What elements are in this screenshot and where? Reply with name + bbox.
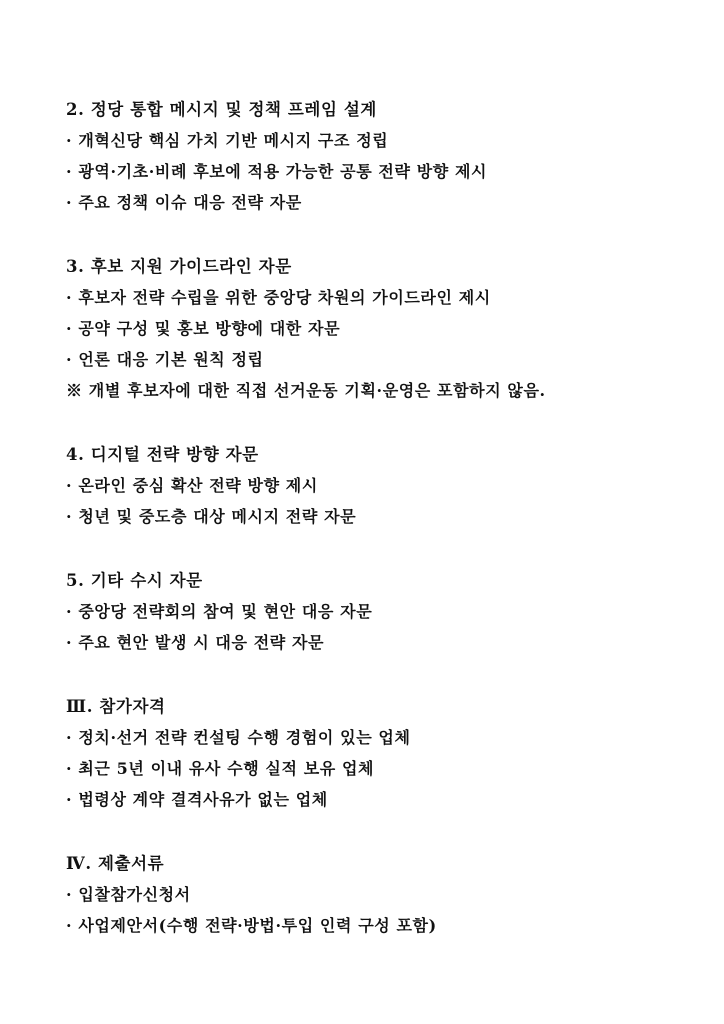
- section-submission-documents: [66, 848, 686, 941]
- document-body: [66, 94, 686, 974]
- section-heading: 2. 정당 통합 메시지 및 정책 프레임 설계: [66, 100, 377, 119]
- section-heading: 5. 기타 수시 자문: [66, 571, 203, 590]
- list-item: · 개혁신당 핵심 가치 기반 메시지 구조 정립: [66, 131, 389, 150]
- list-item: · 주요 정책 이슈 대응 전략 자문: [66, 193, 302, 212]
- list-item: · 주요 현안 발생 시 대응 전략 자문: [66, 633, 325, 652]
- list-item: · 최근 5년 이내 유사 수행 실적 보유 업체: [66, 759, 375, 778]
- list-item: · 정치·선거 전략 컨설팅 수행 경험이 있는 업체: [66, 728, 411, 747]
- list-item: · 후보자 전략 수립을 위한 중앙당 차원의 가이드라인 제시: [66, 288, 491, 307]
- section-message-policy-frame: [66, 94, 686, 218]
- section-eligibility: [66, 691, 686, 815]
- section-ad-hoc-advisory: [66, 565, 686, 658]
- list-item: · 언론 대응 기본 원칙 정립: [66, 350, 264, 369]
- list-item: · 공약 구성 및 홍보 방향에 대한 자문: [66, 319, 341, 338]
- list-item: · 법령상 계약 결격사유가 없는 업체: [66, 790, 328, 809]
- list-item: · 청년 및 중도층 대상 메시지 전략 자문: [66, 507, 357, 526]
- section-digital-strategy: [66, 439, 686, 532]
- section-candidate-guideline: [66, 251, 686, 406]
- section-heading: Ⅳ. 제출서류: [66, 854, 165, 873]
- list-item: · 온라인 중심 확산 전략 방향 제시: [66, 476, 318, 495]
- section-heading: Ⅲ. 참가자격: [66, 697, 166, 716]
- section-heading: 3. 후보 지원 가이드라인 자문: [66, 257, 292, 276]
- exclusion-note: ※ 개별 후보자에 대한 직접 선거운동 기획·운영은 포함하지 않음.: [66, 381, 546, 400]
- list-item: · 입찰참가신청서: [66, 885, 191, 904]
- list-item: · 광역·기초·비례 후보에 적용 가능한 공통 전략 방향 제시: [66, 162, 488, 181]
- section-heading: 4. 디지털 전략 방향 자문: [66, 445, 259, 464]
- list-item: · 사업제안서(수행 전략·방법·투입 인력 구성 포함): [66, 916, 437, 935]
- list-item: · 중앙당 전략회의 참여 및 현안 대응 자문: [66, 602, 373, 621]
